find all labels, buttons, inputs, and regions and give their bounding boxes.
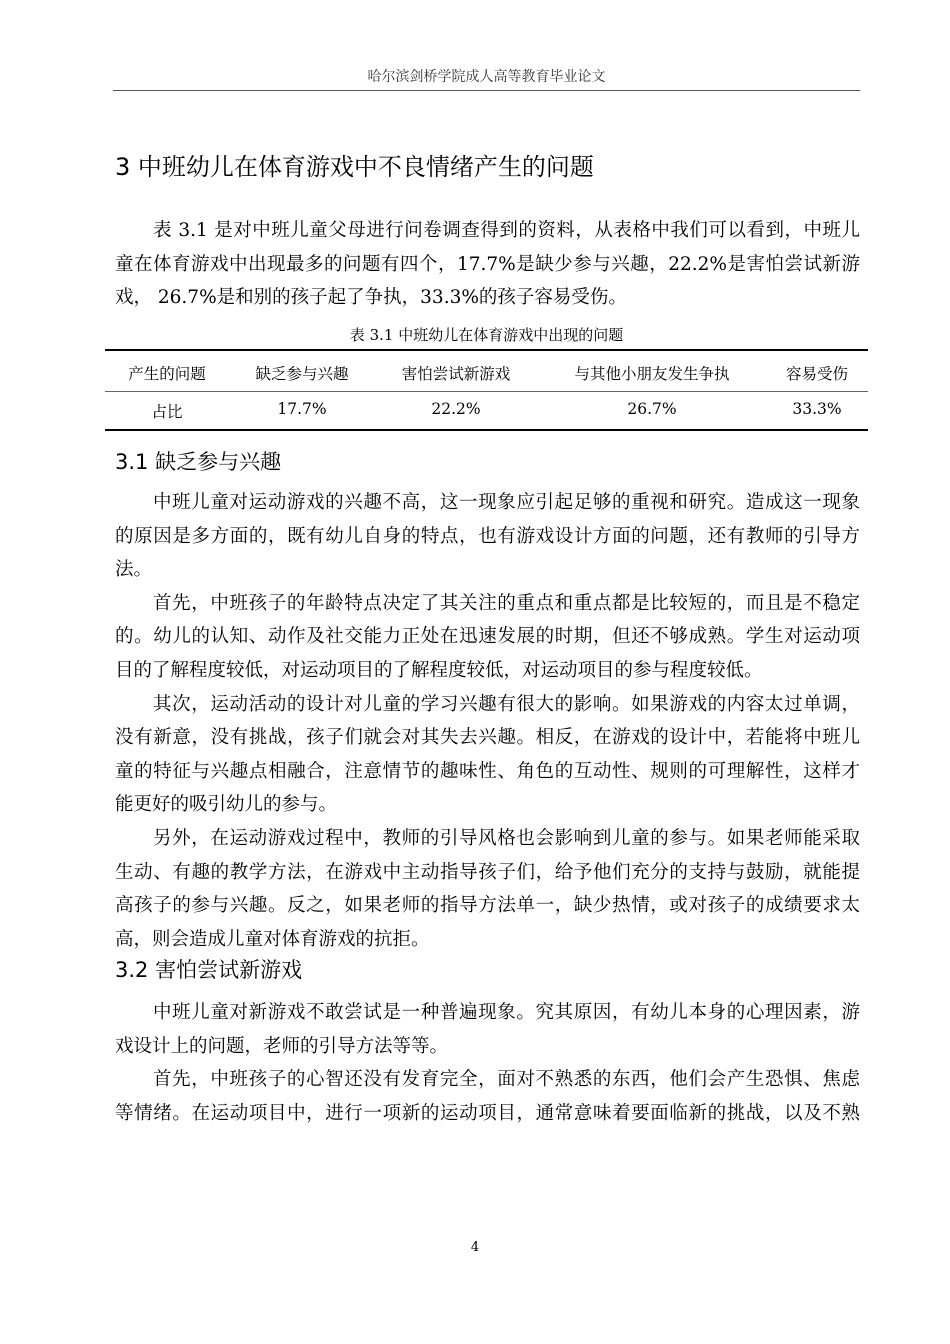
text-line: 童在体育游戏中出现最多的问题有四个，17.7%是缺少参与兴趣，22.2%是害怕尝试新游 bbox=[115, 253, 860, 275]
page-number: 4 bbox=[470, 1240, 480, 1255]
text-line: 戏设计上的问题，老师的引导方法等等。 bbox=[115, 1035, 449, 1057]
running-header: 哈尔滨剑桥学院成人高等教育毕业论文 bbox=[367, 69, 606, 85]
table-top-rule bbox=[105, 349, 868, 351]
text-line: 另外，在运动游戏过程中，教师的引导风格也会影响到儿童的参与。如果老师能采取 bbox=[153, 827, 860, 849]
chapter-title: 3 中班幼儿在体育游戏中不良情绪产生的问题 bbox=[115, 153, 594, 181]
text-line: 法。 bbox=[115, 559, 153, 581]
text-line: 表 3.1 是对中班儿童父母进行问卷调查得到的资料，从表格中我们可以看到，中班儿 bbox=[153, 220, 860, 241]
text-line: 没有新意，没有挑战，孩子们就会对其失去兴趣。相反，在游戏的设计中，若能将中班儿 bbox=[115, 727, 860, 749]
table-row bbox=[0, 400, 950, 424]
table-cell: 17.7% bbox=[277, 400, 327, 418]
table-cell: 26.7% bbox=[627, 400, 677, 418]
table-mid-rule bbox=[105, 391, 868, 392]
table-header-cell: 害怕尝试新游戏 bbox=[401, 365, 511, 383]
text-line: 中班儿童对新游戏不敢尝试是一种普遍现象。究其原因，有幼儿本身的心理因素，游 bbox=[153, 1002, 860, 1023]
text-line: 童的特征与兴趣点相融合，注意情节的趣味性、角色的互动性、规则的可理解性，这样才 bbox=[115, 760, 860, 782]
intro-paragraph bbox=[115, 214, 860, 315]
table-cell: 33.3% bbox=[792, 400, 842, 418]
text-line: 首先，中班孩子的心智还没有发育完全，面对不熟悉的东西，他们会产生恐惧、焦虑 bbox=[153, 1069, 860, 1091]
text-line: 等情绪。在运动项目中，进行一项新的运动项目，通常意味着要面临新的挑战，以及不熟 bbox=[115, 1102, 860, 1124]
table-cell: 占比 bbox=[151, 403, 183, 421]
text-line: 的。幼儿的认知、动作及社交能力正处在迅速发展的时期，但还不够成熟。学生对运动项 bbox=[115, 626, 860, 648]
table-header-cell: 缺乏参与兴趣 bbox=[255, 365, 349, 383]
text-line: 生动、有趣的教学方法，在游戏中主动指导孩子们，给予他们充分的支持与鼓励，就能提 bbox=[115, 861, 860, 883]
text-line: 中班儿童对运动游戏的兴趣不高，这一现象应引起足够的重视和研究。造成这一现象 bbox=[153, 492, 860, 513]
header-divider bbox=[113, 90, 860, 91]
section-heading-3-2: 3.2 害怕尝试新游戏 bbox=[115, 958, 303, 982]
table-header-cell: 产生的问题 bbox=[128, 365, 206, 383]
text-line: 能更好的吸引幼儿的参与。 bbox=[115, 794, 338, 816]
text-line: 高孩子的参与兴趣。反之，如果老师的指导方法单一，缺少热情，或对孩子的成绩要求太 bbox=[115, 895, 860, 917]
text-line: 的原因是多方面的，既有幼儿自身的特点，也有游戏设计方面的问题，还有教师的引导方 bbox=[115, 525, 860, 547]
section-3-1-body bbox=[115, 486, 860, 956]
table-bottom-rule bbox=[105, 429, 868, 431]
section-3-2-body bbox=[115, 996, 860, 1130]
table-caption: 表 3.1 中班幼儿在体育游戏中出现的问题 bbox=[349, 326, 624, 344]
table-cell: 22.2% bbox=[431, 400, 481, 418]
table-header-cell: 容易受伤 bbox=[785, 365, 849, 383]
text-line: 目的了解程度较低，对运动项目的了解程度较低，对运动项目的参与程度较低。 bbox=[115, 659, 763, 681]
text-line: 高，则会造成儿童对体育游戏的抗拒。 bbox=[115, 928, 430, 950]
text-line: 首先，中班孩子的年龄特点决定了其关注的重点和重点都是比较短的，而且是不稳定 bbox=[153, 592, 860, 614]
table-header-row bbox=[0, 362, 950, 386]
section-heading-3-1: 3.1 缺乏参与兴趣 bbox=[115, 450, 282, 474]
text-line: 其次，运动活动的设计对儿童的学习兴趣有很大的影响。如果游戏的内容太过单调， bbox=[153, 693, 860, 715]
table-header-cell: 与其他小朋友发生争执 bbox=[574, 365, 730, 383]
text-line: 戏， 26.7%是和别的孩子起了争执，33.3%的孩子容易受伤。 bbox=[115, 287, 627, 309]
